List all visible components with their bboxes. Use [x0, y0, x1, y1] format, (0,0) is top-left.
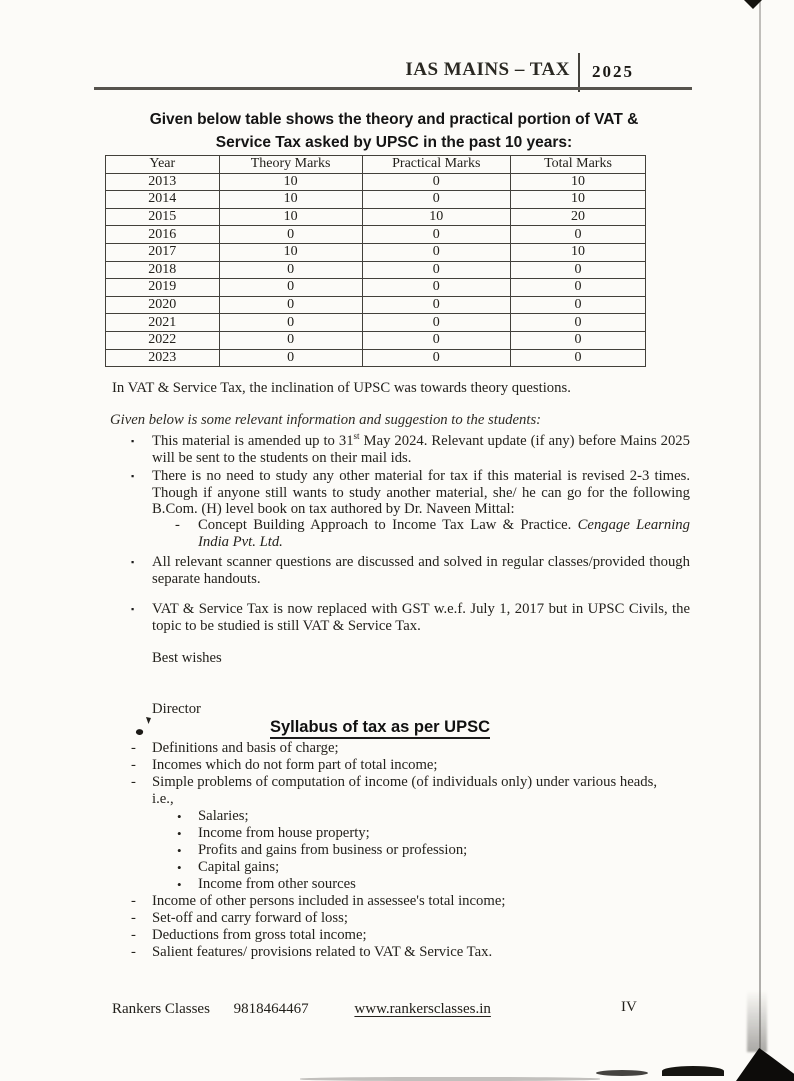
- table-heading-line1: Given below table shows the theory and practical portion of VAT &: [149, 111, 639, 128]
- cell-theory: 0: [219, 296, 362, 314]
- square-bullet-icon: ▪: [131, 471, 135, 481]
- syllabus-sub-item-text: Capital gains;: [198, 859, 280, 875]
- syllabus-item: [131, 757, 690, 774]
- cell-total: 0: [510, 279, 645, 297]
- book-reference-item: [175, 517, 690, 550]
- syllabus-item: [131, 944, 690, 961]
- cell-theory: 10: [219, 173, 362, 191]
- cell-total: 0: [510, 296, 645, 314]
- syllabus-heading-text: Syllabus of tax as per UPSC: [270, 718, 490, 739]
- page-number: IV: [621, 999, 637, 1015]
- syllabus-item-text: Salient features/ provisions related to VAT & Service Tax.: [152, 944, 493, 960]
- cell-practical: 0: [362, 296, 510, 314]
- cell-theory: 0: [219, 261, 362, 279]
- inclination-note: In VAT & Service Tax, the inclination of UPSC was towards theory questions.: [112, 380, 571, 396]
- info-intro: Given below is some relevant information and suggestion to the students:: [110, 412, 542, 428]
- syllabus-item-text: Deductions from gross total income;: [152, 927, 367, 943]
- dash-marker: -: [131, 944, 136, 960]
- cell-year: 2013: [106, 173, 220, 191]
- round-bullet-icon: •: [177, 860, 182, 875]
- syllabus-sub-item: [177, 825, 690, 842]
- book-publisher: Cengage Learning India Pvt. Ltd.: [198, 517, 690, 550]
- syllabus-item3-line2: i.e.,: [152, 791, 174, 807]
- column-header-total: Total Marks: [510, 156, 645, 174]
- info-bullet-amended: [131, 433, 690, 466]
- syllabus-item-text: Set-off and carry forward of loss;: [152, 910, 348, 926]
- column-header-practical: Practical Marks: [362, 156, 510, 174]
- info-bullet-scanner-questions: [131, 554, 690, 587]
- cell-year: 2018: [106, 261, 220, 279]
- square-bullet-icon: ▪: [131, 604, 135, 614]
- cell-total: 0: [510, 314, 645, 332]
- table-section-heading: [97, 108, 691, 154]
- bullet1-text-b: May 2024. Relevant update (if any) before Mains 2025 will be sent to the students on their mail ids.: [152, 433, 690, 466]
- syllabus-heading: [97, 718, 663, 737]
- round-bullet-icon: •: [177, 826, 182, 841]
- info-bullet-no-other-material: [131, 468, 690, 518]
- scan-artifact-smudge: [662, 1066, 724, 1076]
- table-row: [106, 279, 646, 297]
- syllabus-sub-item: [177, 842, 690, 859]
- cell-total: 0: [510, 226, 645, 244]
- dash-marker: -: [131, 910, 136, 926]
- cell-theory: 0: [219, 314, 362, 332]
- cell-theory: 10: [219, 243, 362, 261]
- dash-marker: -: [131, 893, 136, 909]
- syllabus-item: [131, 774, 690, 808]
- round-bullet-icon: •: [177, 809, 182, 824]
- syllabus-sub-item-text: Income from other sources: [198, 876, 356, 892]
- syllabus-item: [131, 910, 690, 927]
- best-wishes-text: Best wishes: [152, 650, 222, 666]
- scan-artifact-smudge: [596, 1070, 648, 1076]
- column-header-theory: Theory Marks: [219, 156, 362, 174]
- table-header-row: [106, 156, 646, 174]
- cell-year: 2016: [106, 226, 220, 244]
- square-bullet-icon: ▪: [131, 557, 135, 567]
- cell-year: 2014: [106, 191, 220, 209]
- book-title: Concept Building Approach to Income Tax Law & Practice.: [198, 517, 578, 533]
- table-heading-line2: Service Tax asked by UPSC in the past 10 years:: [215, 134, 573, 151]
- dash-marker: -: [131, 774, 136, 790]
- table-row: [106, 226, 646, 244]
- cell-year: 2023: [106, 349, 220, 367]
- cell-practical: 0: [362, 314, 510, 332]
- table-row: [106, 261, 646, 279]
- scan-artifact-streak: [747, 990, 767, 1052]
- syllabus-sub-item: [177, 876, 690, 893]
- table-row: [106, 173, 646, 191]
- cell-practical: 0: [362, 279, 510, 297]
- bullet1-superscript: st: [353, 431, 360, 442]
- cell-year: 2021: [106, 314, 220, 332]
- cell-practical: 10: [362, 208, 510, 226]
- table-row: [106, 349, 646, 367]
- syllabus-item: [131, 740, 690, 757]
- scan-page-edge-line: [759, 0, 761, 1081]
- cell-practical: 0: [362, 226, 510, 244]
- cell-total: 0: [510, 261, 645, 279]
- cell-year: 2017: [106, 243, 220, 261]
- scan-artifact-smudge: [300, 1077, 600, 1081]
- document-header-title: IAS MAINS – TAX: [405, 59, 570, 80]
- syllabus-list: [131, 740, 690, 961]
- info-bullet-text: All relevant scanner questions are discussed and solved in regular classes/provided though separate handouts.: [152, 554, 690, 587]
- cell-practical: 0: [362, 349, 510, 367]
- syllabus-sub-item-text: Salaries;: [198, 808, 249, 824]
- column-header-year: Year: [106, 156, 220, 174]
- syllabus-item-text: Income of other persons included in assessee's total income;: [152, 893, 506, 909]
- info-bullet-text: There is no need to study any other material for tax if this material is revised 2-3 times. Though if anyone still wants to study another material, she/ he can go for the following B.Com. (H) level book on tax authored by Dr. Naveen Mittal:: [152, 468, 690, 517]
- cell-practical: 0: [362, 331, 510, 349]
- bullet1-text-a: This material is amended up to 31: [152, 433, 354, 449]
- round-bullet-icon: •: [177, 843, 182, 858]
- table-row: [106, 243, 646, 261]
- cell-theory: 10: [219, 191, 362, 209]
- cell-total: 10: [510, 243, 645, 261]
- syllabus-item-text: [152, 774, 690, 808]
- cell-practical: 0: [362, 191, 510, 209]
- director-signoff: Director: [152, 701, 201, 717]
- footer-brand: Rankers Classes: [112, 1001, 210, 1017]
- cell-total: 10: [510, 191, 645, 209]
- table-row: [106, 208, 646, 226]
- cell-total: 0: [510, 349, 645, 367]
- cell-year: 2020: [106, 296, 220, 314]
- cell-year: 2015: [106, 208, 220, 226]
- round-bullet-icon: •: [177, 877, 182, 892]
- cell-theory: 0: [219, 279, 362, 297]
- cell-year: 2022: [106, 331, 220, 349]
- marks-table: [105, 155, 646, 367]
- header-rule: [94, 87, 692, 90]
- footer-phone: 9818464467: [233, 1001, 309, 1017]
- syllabus-item-text: Incomes which do not form part of total income;: [152, 757, 438, 773]
- cell-year: 2019: [106, 279, 220, 297]
- footer-website-link: www.rankersclasses.in: [354, 1001, 491, 1017]
- cell-practical: 0: [362, 243, 510, 261]
- table-row: [106, 331, 646, 349]
- cell-total: 10: [510, 173, 645, 191]
- cell-total: 20: [510, 208, 645, 226]
- info-bullet-text: [152, 433, 690, 466]
- page-footer: [112, 1001, 491, 1018]
- syllabus-sub-item: [177, 859, 690, 876]
- cell-theory: 0: [219, 331, 362, 349]
- syllabus-sub-item: [177, 808, 690, 825]
- dash-marker: -: [131, 757, 136, 773]
- document-header-year: 2025: [592, 62, 634, 81]
- cell-theory: 10: [219, 208, 362, 226]
- info-bullet-gst-replacement: [131, 601, 690, 634]
- cell-theory: 0: [219, 349, 362, 367]
- cell-practical: 0: [362, 173, 510, 191]
- cell-total: 0: [510, 331, 645, 349]
- cell-theory: 0: [219, 226, 362, 244]
- cell-practical: 0: [362, 261, 510, 279]
- scan-artifact-wedge: [736, 1048, 794, 1081]
- square-bullet-icon: ▪: [131, 436, 135, 446]
- dash-marker: -: [131, 927, 136, 943]
- syllabus-item: [131, 893, 690, 910]
- table-row: [106, 314, 646, 332]
- syllabus-item-text: Definitions and basis of charge;: [152, 740, 339, 756]
- table-row: [106, 191, 646, 209]
- book-reference-text: [198, 517, 690, 550]
- syllabus-sub-item-text: Income from house property;: [198, 825, 370, 841]
- info-bullet-text: VAT & Service Tax is now replaced with GST w.e.f. July 1, 2017 but in UPSC Civils, the topic to be studied is still VAT & Service Tax.: [152, 601, 690, 634]
- dash-marker: -: [175, 517, 180, 533]
- table-row: [106, 296, 646, 314]
- dash-marker: -: [131, 740, 136, 756]
- syllabus-sub-item-text: Profits and gains from business or profession;: [198, 842, 468, 858]
- syllabus-item: [131, 927, 690, 944]
- syllabus-item3-line1: Simple problems of computation of income (of individuals only) under various heads,: [152, 774, 657, 790]
